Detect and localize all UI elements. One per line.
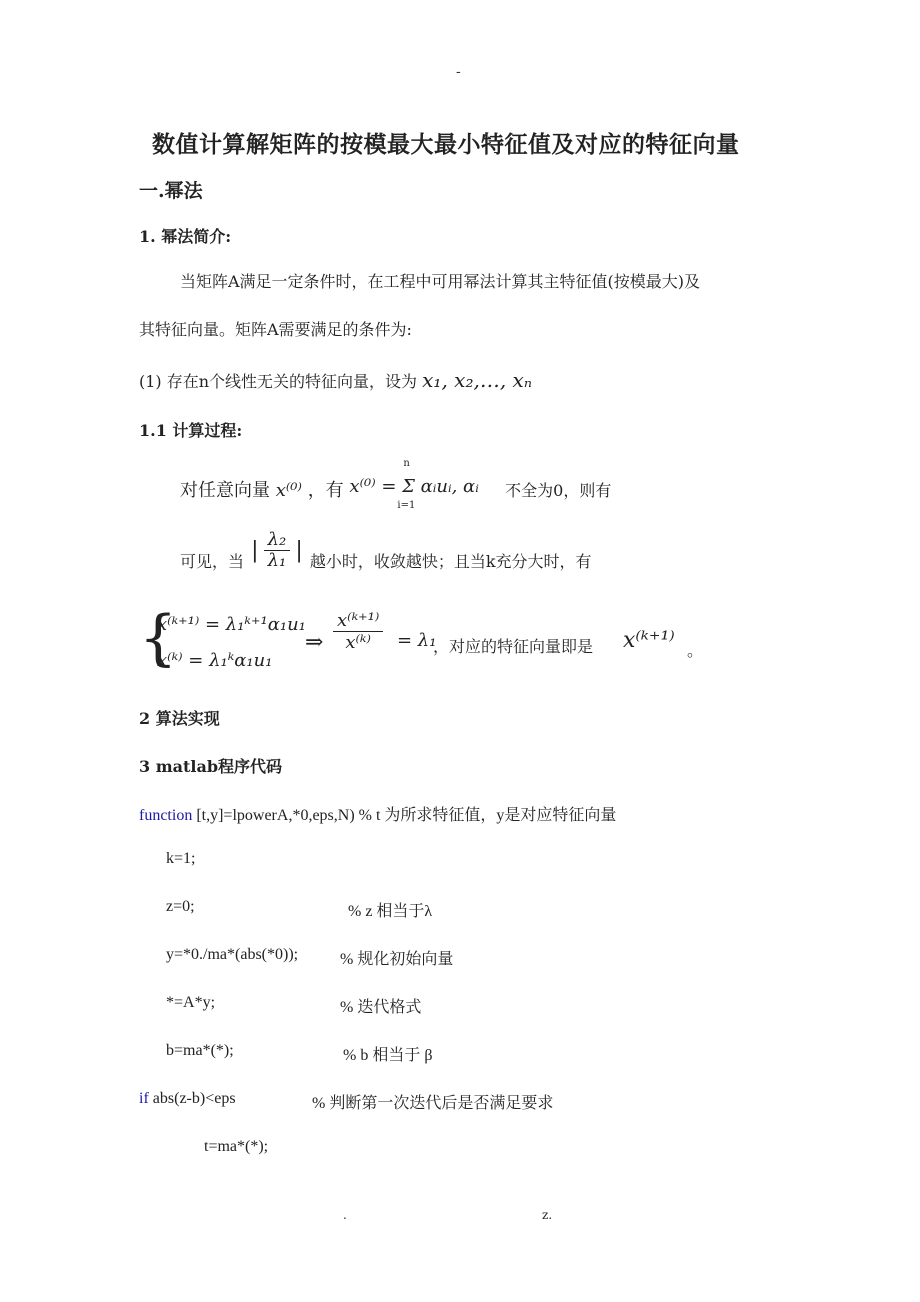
lambda1: λ₁ (267, 550, 287, 571)
system-equation-1: x⁽ᵏ⁺¹⁾ = λ₁ᵏ⁺¹α₁u₁ (157, 614, 306, 635)
left-brace: { (139, 603, 178, 673)
eigenvector-variables: x₁, x₂,…, xₙ (422, 368, 532, 392)
expansion-formula-line (180, 458, 612, 512)
header-mark: - (456, 64, 461, 80)
code-line-function (139, 802, 616, 825)
any-vector-text: 对任意向量 (180, 480, 270, 501)
conclusion-period: 。 (687, 641, 704, 660)
intro-paragraph-line1: 当矩阵A满足一定条件时，在工程中可用幂法计算其主特征值(按模最大)及 (180, 272, 701, 291)
ratio-rhs: = λ₁ (397, 630, 437, 651)
page-title: 数值计算解矩阵的按模最大最小特征值及对应的特征向量 (152, 131, 740, 158)
subsection-heading-algorithm: 2 算法实现 (139, 709, 220, 728)
converge-faster-text: 越小时，收敛越快；且当k充分大时，有 (309, 552, 592, 571)
lambda2: λ₂ (264, 530, 291, 551)
sum-expression: x⁽⁰⁾ = Σ αᵢuᵢ, αᵢ (349, 476, 479, 497)
code-line-iterate: *=A*y; (166, 994, 216, 1011)
code-comment-iterate: % 迭代格式 (340, 999, 422, 1016)
x0-vector: x⁽⁰⁾ (275, 480, 302, 501)
code-line-t: t=ma*(*); (204, 1138, 269, 1155)
ratio-numerator: x⁽ᵏ⁺¹⁾ (333, 610, 383, 632)
code-line-y: y=*0./ma*(abs(*0)); (166, 946, 299, 963)
code-line-b: b=ma*(*); (166, 1042, 234, 1059)
condition-1 (139, 370, 532, 392)
lambda-ratio (264, 530, 291, 571)
keyword-if: if (139, 1090, 149, 1107)
conclusion-text: ，对应的特征向量即是 (433, 637, 594, 656)
footer-right-mark: z. (542, 1208, 553, 1222)
system-equation-2: x⁽ᵏ⁾ = λ₁ᵏα₁u₁ (157, 650, 273, 671)
code-comment-z: % z 相当于λ (348, 903, 433, 920)
sum-upper-limit: n (403, 458, 410, 469)
visible-when-text: 可见，当 (180, 552, 245, 571)
convergence-line (180, 530, 592, 592)
subsection-heading-process: 1.1 计算过程: (139, 421, 243, 440)
code-line-z: z=0; (166, 898, 195, 915)
subsection-heading-intro: 1. 幂法简介: (139, 227, 232, 246)
code-line-if (139, 1090, 236, 1108)
footer-left-mark: . (343, 1208, 347, 1222)
code-comment-b: % b 相当于 β (343, 1047, 433, 1064)
keyword-function: function (139, 807, 193, 824)
condition-text: (1) 存在n个线性无关的特征向量，设为 (139, 372, 418, 391)
subsection-heading-matlab: 3 matlab程序代码 (139, 757, 283, 776)
have-text: ，有 (307, 480, 344, 501)
implies-arrow: ⇒ (305, 630, 324, 655)
code-comment-if: % 判断第一次迭代后是否满足要求 (312, 1095, 554, 1112)
if-condition: abs(z-b)<eps (148, 1090, 236, 1107)
not-all-zero-text: 不全为0，则有 (505, 481, 612, 500)
ratio-abs: | $\frac{\text{λ₂}}{\text{λ₁}}$ | (251, 529, 303, 571)
function-signature: [t,y]=lpowerA,*0,eps,N) % t 为所求特征值，y是对应特征向量 (192, 807, 617, 824)
sum-formula (349, 458, 499, 512)
code-comment-y: % 规化初始向量 (340, 951, 454, 968)
sum-lower-limit: i=1 (397, 500, 416, 511)
ratio-denominator: x⁽ᵏ⁾ (345, 632, 371, 653)
intro-paragraph-line2: 其特征向量。矩阵A需要满足的条件为: (139, 320, 412, 339)
section-heading-power-method: 一.幂法 (139, 180, 203, 202)
code-line-k: k=1; (166, 850, 196, 867)
conclusion-vector: x⁽ᵏ⁺¹⁾ (623, 628, 675, 653)
ratio-fraction (333, 610, 383, 653)
